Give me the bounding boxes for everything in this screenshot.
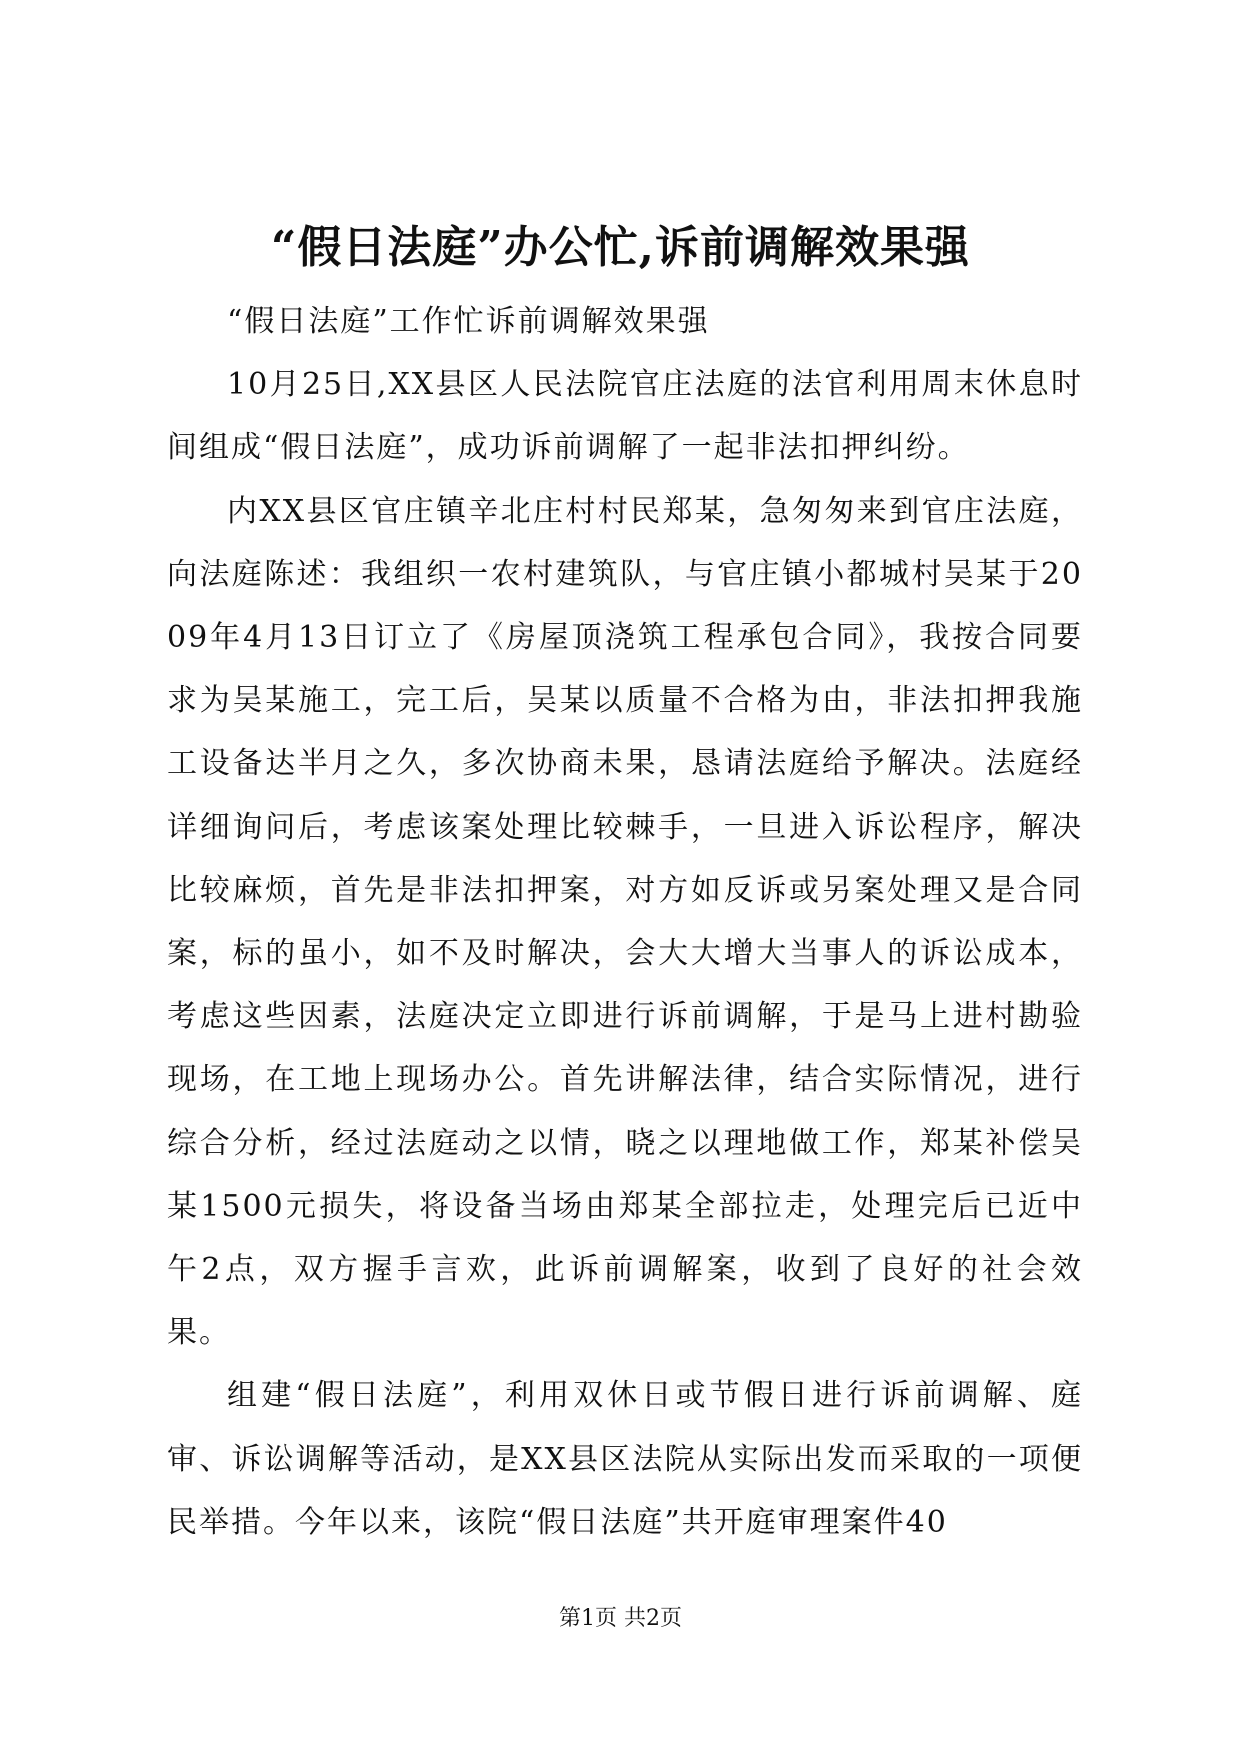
paragraph-2: 内XX县区官庄镇辛北庄村村民郑某，急匆匆来到官庄法庭，向法庭陈述：我组织一农村建筑队，与官庄镇小都城村吴某于2009年4月13日订立了《房屋顶浇筑工程承包合同》，我按合同要求为吴某施工，完工后，吴某以质量不合格为由，非法扣押我施工设备达半月之久，多次协商未果，恳请法庭给予解决。法庭经详细询问后，考虑该案处理比较棘手，一旦进入诉讼程序，解决比较麻烦，首先是非法扣押案，对方如反诉或另案处理又是合同案，标的虽小，如不及时解决，会大大增大当事人的诉讼成本，考虑这些因素，法庭决定立即进行诉前调解，于是马上进村勘验现场，在工地上现场办公。首先讲解法律，结合实际情况，进行综合分析，经过法庭动之以情，晓之以理地做工作，郑某补偿吴某1500元损失，将设备当场由郑某全部拉走，处理完后已近中午2点，双方握手言欢，此诉前调解案，收到了良好的社会效果。 [167, 493, 1083, 1351]
paragraph-subtitle: “假日法庭”工作忙诉前调解效果强 [227, 304, 710, 339]
paragraph-3: 组建“假日法庭”，利用双休日或节假日进行诉前调解、庭审、诉讼调解等活动，是XX县区法院从实际出发而采取的一项便民举措。今年以来，该院“假日法庭”共开庭审理案件40 [167, 1378, 1083, 1540]
page-footer: 第1页 共2页 [559, 1606, 682, 1631]
paragraph-1: 10月25日,XX县区人民法院官庄法庭的法官利用周末休息时间组成“假日法庭”，成功诉前调解了一起非法扣押纠纷。 [167, 367, 1083, 466]
document-title: “假日法庭”办公忙,诉前调解效果强 [271, 222, 970, 273]
document-body [167, 290, 1083, 1554]
